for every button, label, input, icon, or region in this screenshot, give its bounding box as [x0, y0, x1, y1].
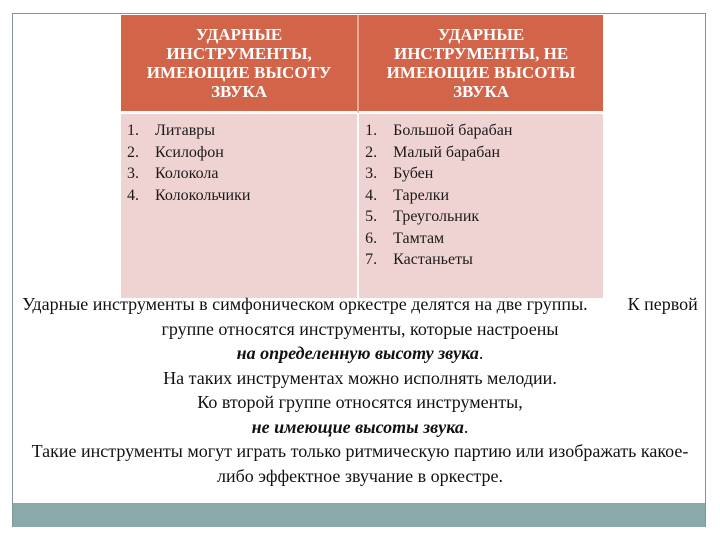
- list-item: 4. Колокольчики: [127, 186, 251, 204]
- pitched-cell: [121, 114, 359, 298]
- paragraph-line: Ударные инструменты в симфоническом оркестре делятся на две группы.: [22, 294, 588, 314]
- header-unpitched: УДАРНЫЕ ИНСТРУМЕНТЫ, НЕ ИМЕЮЩИЕ ВЫСОТЫ ЗВУКА: [359, 15, 603, 114]
- paragraph-line: К первой группе относятся инструменты, которые настроены: [161, 294, 698, 339]
- list-item: 6. Тамтам: [365, 229, 445, 247]
- list-item: 3. Бубен: [365, 165, 434, 182]
- list-item: 1. Большой барабан: [365, 122, 513, 139]
- list-item: 7. Кастаньеты: [365, 251, 473, 268]
- list-item: 4. Тарелки: [365, 186, 450, 204]
- list-item: 3. Колокола: [127, 165, 219, 182]
- period: .: [463, 416, 469, 437]
- emphasis-unpitched: не имеющие высоты звука: [251, 416, 464, 437]
- list-item: 1. Литавры: [127, 122, 216, 139]
- footer-bar: [13, 503, 705, 527]
- list-item: 5. Треугольник: [365, 208, 480, 225]
- paragraph-line: Такие инструменты могут играть только ритмическую партию или изображать какое-либо эффектное звучание в оркестре.: [31, 441, 689, 486]
- pitched-list: [121, 120, 357, 206]
- list-item: 2. Малый барабан: [365, 143, 501, 161]
- emphasis-pitched: на определенную высоту звука: [236, 343, 479, 363]
- unpitched-cell: [359, 114, 603, 298]
- paragraph-line: Ко второй группе относятся инструменты,: [197, 392, 523, 412]
- description-text: [20, 292, 700, 488]
- header-pitched: УДАРНЫЕ ИНСТРУМЕНТЫ, ИМЕЮЩИЕ ВЫСОТУ ЗВУКА: [121, 15, 359, 114]
- unpitched-list: [359, 120, 603, 271]
- period: .: [478, 343, 484, 363]
- instruments-table: [121, 15, 603, 298]
- list-item: 2. Ксилофон: [127, 143, 224, 161]
- paragraph-line: На таких инструментах можно исполнять мелодии.: [163, 367, 557, 388]
